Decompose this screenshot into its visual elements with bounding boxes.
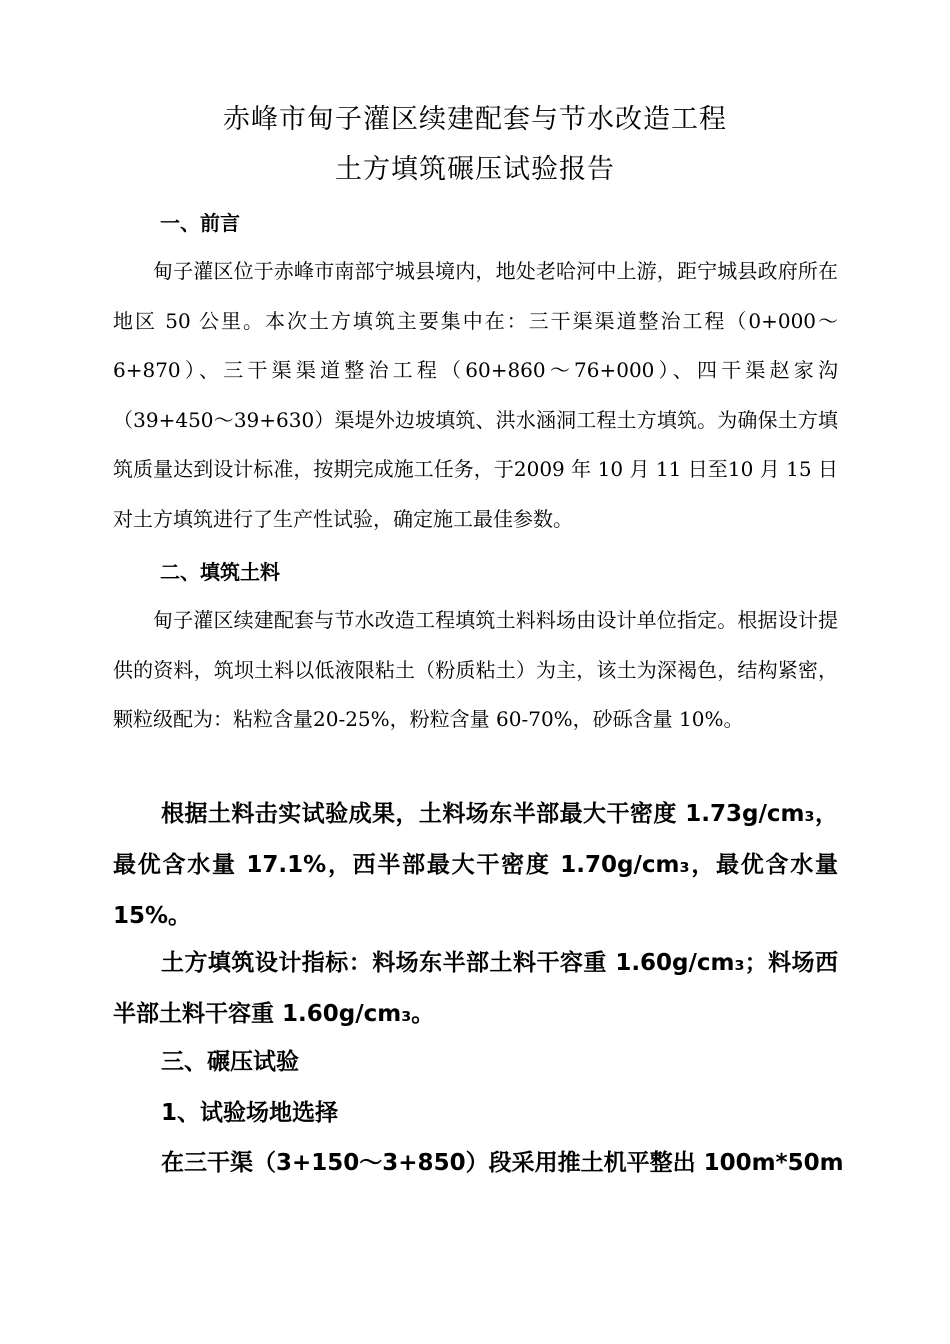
compaction-result-paragraph: 根据土料击实试验成果，土料场东半部最大干密度 1.73g/cm₃，最优含水量 17.1%，西半部最大干密度 1.70g/cm₃，最优含水量15%。: [113, 801, 838, 929]
section3-subheading: 1、试验场地选择: [161, 1100, 339, 1126]
section1-heading: 一、前言: [160, 211, 240, 235]
section3-text: 在三干渠（3+150～3+850）段采用推土机平整出 100m*50m: [161, 1150, 844, 1176]
section1-paragraph: 甸子灌区位于赤峰市南部宁城县境内，地处老哈河中上游，距宁城县政府所在地区 50 公里。本次土方填筑主要集中在：三干渠渠道整治工程（0+000～6+870）、三干渠渠道整治工程（60+860～76+000）、四干渠赵家沟（39+450～39+630）渠堤外边坡填筑、洪水涵洞工程土方填筑。为确保土方填筑质量达到设计标准，按期完成施工任务，于2009 年 10 月 11 日至10 月 15 日对土方填筑进行了生产性试验，确定施工最佳参数。: [113, 259, 838, 531]
document-title-line2: 土方填筑碾压试验报告: [335, 154, 615, 185]
section3-heading: 三、碾压试验: [161, 1049, 299, 1075]
section2-heading: 二、填筑土料: [160, 560, 280, 584]
section2-paragraph: 甸子灌区续建配套与节水改造工程填筑土料料场由设计单位指定。根据设计提供的资料，筑坝土料以低液限粘土（粉质粘土）为主，该土为深褐色，结构紧密，颗粒级配为：粘粒含量20-25%，粉粒含量 60-70%，砂砾含量 10%。: [113, 608, 838, 731]
document-title-line1: 赤峰市甸子灌区续建配套与节水改造工程: [223, 104, 727, 135]
design-index-paragraph: 土方填筑设计指标：料场东半部土料干容重 1.60g/cm₃；料场西半部土料干容重 1.60g/cm₃。: [113, 950, 838, 1027]
